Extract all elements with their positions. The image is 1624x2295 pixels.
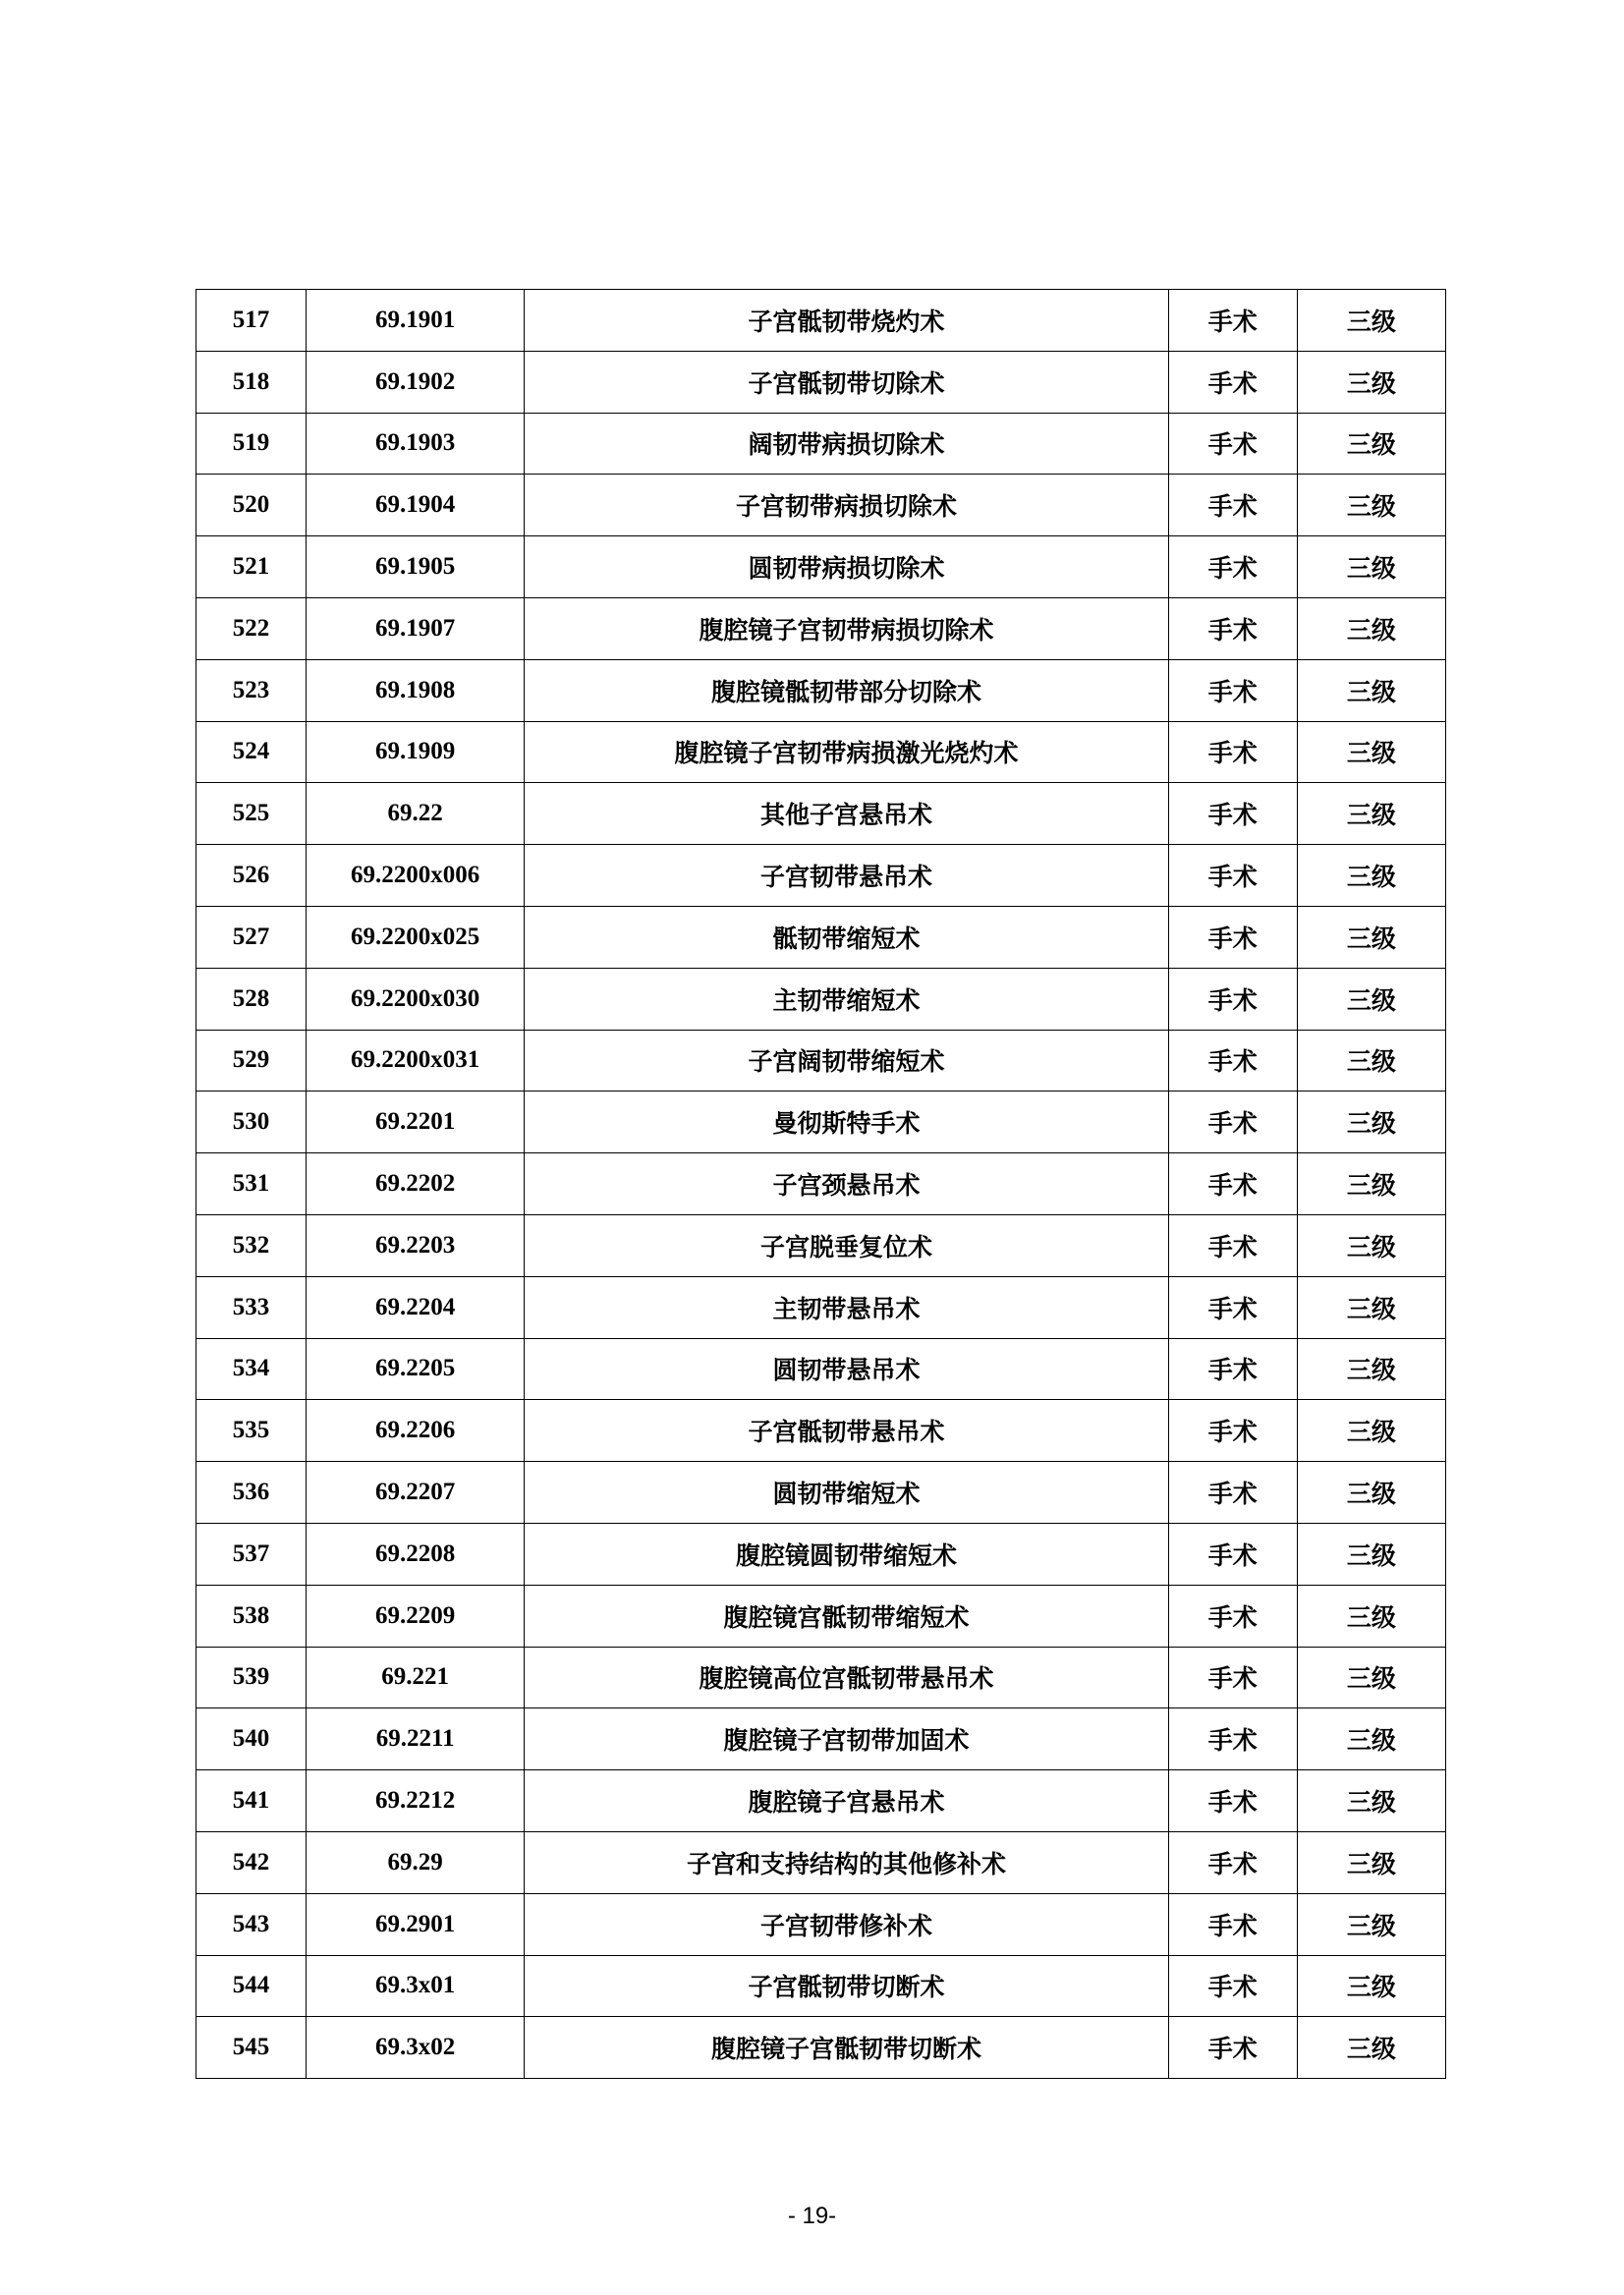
- row-number-cell: 521: [196, 536, 307, 598]
- procedure-level-cell: 三级: [1297, 845, 1445, 907]
- procedure-level-cell: 三级: [1297, 968, 1445, 1030]
- procedure-level-cell: 三级: [1297, 1338, 1445, 1400]
- procedure-level-cell: 三级: [1297, 290, 1445, 352]
- table-row: [196, 1831, 1446, 1893]
- procedure-level-cell: 三级: [1297, 475, 1445, 536]
- procedure-name-cell: 圆韧带缩短术: [525, 1462, 1169, 1524]
- table-row: [196, 1585, 1446, 1647]
- procedure-name-cell: 腹腔镜子宫韧带病损切除术: [525, 597, 1169, 659]
- procedure-name-cell: 子宫骶韧带切断术: [525, 1955, 1169, 2017]
- table-row: [196, 536, 1446, 598]
- table-row: [196, 2017, 1446, 2079]
- procedure-level-cell: 三级: [1297, 1153, 1445, 1215]
- procedure-code-cell: 69.1901: [307, 290, 525, 352]
- procedure-code-cell: 69.2901: [307, 1893, 525, 1955]
- procedure-level-cell: 三级: [1297, 351, 1445, 413]
- page-number: - 19-: [787, 2203, 837, 2229]
- procedure-type-cell: 手术: [1168, 845, 1297, 907]
- table-row: [196, 721, 1446, 783]
- procedure-name-cell: 子宫阔韧带缩短术: [525, 1030, 1169, 1092]
- row-number-cell: 537: [196, 1523, 307, 1585]
- procedure-name-cell: 子宫颈悬吊术: [525, 1153, 1169, 1215]
- procedure-type-cell: 手术: [1168, 783, 1297, 845]
- procedure-name-cell: 子宫韧带病损切除术: [525, 475, 1169, 536]
- procedure-name-cell: 子宫和支持结构的其他修补术: [525, 1831, 1169, 1893]
- procedure-name-cell: 子宫韧带修补术: [525, 1893, 1169, 1955]
- table-row: [196, 906, 1446, 968]
- procedure-level-cell: 三级: [1297, 1831, 1445, 1893]
- procedure-name-cell: 主韧带悬吊术: [525, 1276, 1169, 1338]
- row-number-cell: 523: [196, 659, 307, 721]
- procedure-name-cell: 骶韧带缩短术: [525, 906, 1169, 968]
- table-row: [196, 1400, 1446, 1462]
- procedure-name-cell: 腹腔镜宫骶韧带缩短术: [525, 1585, 1169, 1647]
- procedure-type-cell: 手术: [1168, 1092, 1297, 1153]
- table-row: [196, 1708, 1446, 1770]
- procedure-name-cell: 其他子宫悬吊术: [525, 783, 1169, 845]
- procedure-type-cell: 手术: [1168, 290, 1297, 352]
- procedure-code-cell: 69.29: [307, 1831, 525, 1893]
- procedure-name-cell: 腹腔镜子宫韧带病损激光烧灼术: [525, 721, 1169, 783]
- row-number-cell: 520: [196, 475, 307, 536]
- table-row: [196, 1030, 1446, 1092]
- table-row: [196, 1770, 1446, 1832]
- procedure-code-cell: 69.22: [307, 783, 525, 845]
- procedure-code-cell: 69.2201: [307, 1092, 525, 1153]
- row-number-cell: 526: [196, 845, 307, 907]
- procedure-code-cell: 69.1909: [307, 721, 525, 783]
- procedure-level-cell: 三级: [1297, 1647, 1445, 1708]
- table-row: [196, 413, 1446, 475]
- row-number-cell: 545: [196, 2017, 307, 2079]
- row-number-cell: 543: [196, 1893, 307, 1955]
- procedure-name-cell: 阔韧带病损切除术: [525, 413, 1169, 475]
- row-number-cell: 529: [196, 1030, 307, 1092]
- procedure-level-cell: 三级: [1297, 906, 1445, 968]
- row-number-cell: 528: [196, 968, 307, 1030]
- row-number-cell: 524: [196, 721, 307, 783]
- procedure-code-cell: 69.2200x030: [307, 968, 525, 1030]
- row-number-cell: 534: [196, 1338, 307, 1400]
- row-number-cell: 525: [196, 783, 307, 845]
- table-row: [196, 1523, 1446, 1585]
- row-number-cell: 533: [196, 1276, 307, 1338]
- procedure-level-cell: 三级: [1297, 1770, 1445, 1832]
- procedure-level-cell: 三级: [1297, 536, 1445, 598]
- procedure-code-cell: 69.2207: [307, 1462, 525, 1524]
- procedure-code-cell: 69.2206: [307, 1400, 525, 1462]
- procedure-type-cell: 手术: [1168, 597, 1297, 659]
- row-number-cell: 519: [196, 413, 307, 475]
- procedure-code-cell: 69.1908: [307, 659, 525, 721]
- procedure-type-cell: 手术: [1168, 1831, 1297, 1893]
- table-row: [196, 1893, 1446, 1955]
- procedure-code-cell: 69.2200x031: [307, 1030, 525, 1092]
- procedure-type-cell: 手术: [1168, 1708, 1297, 1770]
- table-row: [196, 968, 1446, 1030]
- procedure-type-cell: 手术: [1168, 1276, 1297, 1338]
- procedure-type-cell: 手术: [1168, 721, 1297, 783]
- table-row: [196, 845, 1446, 907]
- procedure-type-cell: 手术: [1168, 475, 1297, 536]
- procedure-type-cell: 手术: [1168, 1400, 1297, 1462]
- procedure-name-cell: 子宫韧带悬吊术: [525, 845, 1169, 907]
- procedure-type-cell: 手术: [1168, 2017, 1297, 2079]
- procedure-code-cell: 69.2211: [307, 1708, 525, 1770]
- procedure-type-cell: 手术: [1168, 659, 1297, 721]
- row-number-cell: 532: [196, 1214, 307, 1276]
- procedure-level-cell: 三级: [1297, 1955, 1445, 2017]
- procedure-type-cell: 手术: [1168, 906, 1297, 968]
- procedure-type-cell: 手术: [1168, 1893, 1297, 1955]
- row-number-cell: 531: [196, 1153, 307, 1215]
- procedure-level-cell: 三级: [1297, 1030, 1445, 1092]
- row-number-cell: 527: [196, 906, 307, 968]
- table-row: [196, 1153, 1446, 1215]
- procedure-level-cell: 三级: [1297, 413, 1445, 475]
- procedure-name-cell: 腹腔镜高位宫骶韧带悬吊术: [525, 1647, 1169, 1708]
- procedure-type-cell: 手术: [1168, 1214, 1297, 1276]
- row-number-cell: 540: [196, 1708, 307, 1770]
- row-number-cell: 535: [196, 1400, 307, 1462]
- procedure-code-cell: 69.3x02: [307, 2017, 525, 2079]
- procedure-level-cell: 三级: [1297, 721, 1445, 783]
- procedure-code-cell: 69.2204: [307, 1276, 525, 1338]
- table-row: [196, 475, 1446, 536]
- row-number-cell: 539: [196, 1647, 307, 1708]
- procedure-code-cell: 69.2200x025: [307, 906, 525, 968]
- table-row: [196, 597, 1446, 659]
- procedure-level-cell: 三级: [1297, 597, 1445, 659]
- row-number-cell: 544: [196, 1955, 307, 2017]
- procedure-type-cell: 手术: [1168, 1585, 1297, 1647]
- procedure-code-cell: 69.1904: [307, 475, 525, 536]
- procedure-name-cell: 腹腔镜骶韧带部分切除术: [525, 659, 1169, 721]
- procedure-code-cell: 69.1902: [307, 351, 525, 413]
- row-number-cell: 542: [196, 1831, 307, 1893]
- procedure-name-cell: 腹腔镜子宫悬吊术: [525, 1770, 1169, 1832]
- procedure-code-cell: 69.2208: [307, 1523, 525, 1585]
- procedure-level-cell: 三级: [1297, 1092, 1445, 1153]
- table-row: [196, 1647, 1446, 1708]
- procedure-code-cell: 69.2200x006: [307, 845, 525, 907]
- table-row: [196, 1092, 1446, 1153]
- procedure-level-cell: 三级: [1297, 1276, 1445, 1338]
- procedure-name-cell: 子宫骶韧带烧灼术: [525, 290, 1169, 352]
- procedure-type-cell: 手术: [1168, 1523, 1297, 1585]
- procedure-level-cell: 三级: [1297, 1523, 1445, 1585]
- procedure-level-cell: 三级: [1297, 1462, 1445, 1524]
- table-row: [196, 1338, 1446, 1400]
- procedure-name-cell: 腹腔镜子宫韧带加固术: [525, 1708, 1169, 1770]
- procedure-type-cell: 手术: [1168, 1955, 1297, 2017]
- row-number-cell: 536: [196, 1462, 307, 1524]
- row-number-cell: 530: [196, 1092, 307, 1153]
- procedure-name-cell: 腹腔镜子宫骶韧带切断术: [525, 2017, 1169, 2079]
- procedure-code-cell: 69.1907: [307, 597, 525, 659]
- procedure-code-cell: 69.2202: [307, 1153, 525, 1215]
- procedure-type-cell: 手术: [1168, 351, 1297, 413]
- procedure-code-cell: 69.2203: [307, 1214, 525, 1276]
- table-row: [196, 783, 1446, 845]
- procedure-type-cell: 手术: [1168, 1770, 1297, 1832]
- procedure-type-cell: 手术: [1168, 1030, 1297, 1092]
- procedure-name-cell: 圆韧带悬吊术: [525, 1338, 1169, 1400]
- procedure-name-cell: 子宫骶韧带切除术: [525, 351, 1169, 413]
- procedure-name-cell: 子宫脱垂复位术: [525, 1214, 1169, 1276]
- procedure-level-cell: 三级: [1297, 1400, 1445, 1462]
- procedure-level-cell: 三级: [1297, 1585, 1445, 1647]
- table-row: [196, 1462, 1446, 1524]
- procedure-type-cell: 手术: [1168, 413, 1297, 475]
- procedure-type-cell: 手术: [1168, 536, 1297, 598]
- procedure-name-cell: 圆韧带病损切除术: [525, 536, 1169, 598]
- procedure-type-cell: 手术: [1168, 1153, 1297, 1215]
- procedure-level-cell: 三级: [1297, 783, 1445, 845]
- procedure-code-cell: 69.1905: [307, 536, 525, 598]
- procedure-name-cell: 子宫骶韧带悬吊术: [525, 1400, 1169, 1462]
- procedure-code-cell: 69.2209: [307, 1585, 525, 1647]
- table-row: [196, 1276, 1446, 1338]
- procedure-type-cell: 手术: [1168, 1462, 1297, 1524]
- row-number-cell: 541: [196, 1770, 307, 1832]
- procedure-code-cell: 69.1903: [307, 413, 525, 475]
- procedure-code-cell: 69.221: [307, 1647, 525, 1708]
- row-number-cell: 518: [196, 351, 307, 413]
- procedure-type-cell: 手术: [1168, 1647, 1297, 1708]
- table-row: [196, 290, 1446, 352]
- procedure-level-cell: 三级: [1297, 1893, 1445, 1955]
- procedure-level-cell: 三级: [1297, 1214, 1445, 1276]
- row-number-cell: 522: [196, 597, 307, 659]
- procedure-type-cell: 手术: [1168, 1338, 1297, 1400]
- table-row: [196, 351, 1446, 413]
- procedure-level-cell: 三级: [1297, 2017, 1445, 2079]
- procedure-level-cell: 三级: [1297, 1708, 1445, 1770]
- procedure-type-cell: 手术: [1168, 968, 1297, 1030]
- procedure-table: [196, 289, 1446, 2079]
- table-row: [196, 1955, 1446, 2017]
- procedure-name-cell: 腹腔镜圆韧带缩短术: [525, 1523, 1169, 1585]
- procedure-level-cell: 三级: [1297, 659, 1445, 721]
- procedure-code-cell: 69.2212: [307, 1770, 525, 1832]
- table-row: [196, 659, 1446, 721]
- procedure-name-cell: 曼彻斯特手术: [525, 1092, 1169, 1153]
- procedure-name-cell: 主韧带缩短术: [525, 968, 1169, 1030]
- row-number-cell: 517: [196, 290, 307, 352]
- table-row: [196, 1214, 1446, 1276]
- procedure-table-body: [196, 290, 1446, 2079]
- procedure-code-cell: 69.3x01: [307, 1955, 525, 2017]
- procedure-code-cell: 69.2205: [307, 1338, 525, 1400]
- row-number-cell: 538: [196, 1585, 307, 1647]
